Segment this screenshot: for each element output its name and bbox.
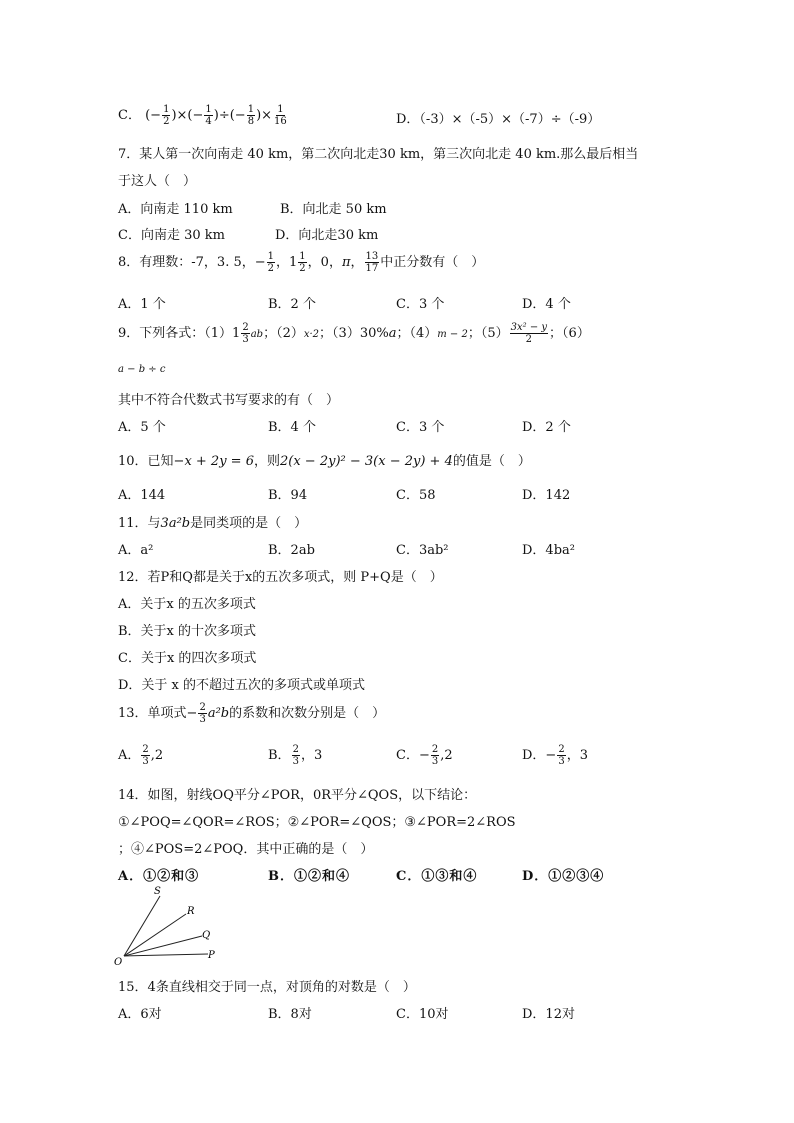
q12-option-d: D．关于 x 的不超过五次的多项式或单项式 <box>118 678 366 693</box>
q9-option-d: D．2 个 <box>522 420 571 435</box>
q14-option-c: C．①③和④ <box>396 869 478 884</box>
fraction: $\frac{2}{3}$ <box>142 744 149 767</box>
q12-option-a: A．关于x 的五次多项式 <box>118 597 256 612</box>
q9-stem-line3: 其中不符合代数式书写要求的有（ ） <box>118 393 340 408</box>
fraction: $\frac{2}{3}$ <box>242 322 249 345</box>
label-q: Q <box>202 930 211 941</box>
q12-option-b: B．关于x 的十次多项式 <box>118 624 257 639</box>
q11-option-b: B．2ab <box>268 543 315 558</box>
fraction: $\frac{1}{8}$ <box>247 104 255 127</box>
q9-stem: 9．下列各式：（1）1 $\frac{2}{3}$ ab；（2）x·2；（3）30%a；（4）m − 2；（5） $\frac{\text{3x² − y}}{2}$ ；（6） <box>118 322 590 345</box>
q11-stem: 11．与3a²b是同类项的是（ ） <box>118 516 308 531</box>
q10-option-a: A．144 <box>118 488 166 503</box>
q8-option-d: D．4 个 <box>522 297 571 312</box>
ray-op <box>124 954 208 956</box>
ray-oq <box>124 936 202 956</box>
fraction: $\frac{2}{3}$ <box>558 744 565 767</box>
q8-stem: 8．有理数：-7，3. 5，− $\frac{1}{2}$ ，1 $\frac{1}{2}$ ，0，π， $\frac{13}{17}$ 中正分数有（ ） <box>118 251 485 274</box>
fraction: $\frac{2}{3}$ <box>431 744 439 767</box>
q7-option-c: C．向南走 30 km <box>118 228 225 243</box>
q11-option-d: D．4ba² <box>522 543 575 558</box>
ray-or <box>124 914 186 956</box>
fraction: $\frac{2}{3}$ <box>199 702 206 725</box>
q14-stem-line2: ①∠POQ=∠QOR=∠ROS；②∠POR=∠QOS；③∠POR=2∠ROS <box>118 815 516 830</box>
q10-option-c: C．58 <box>396 488 436 503</box>
q9-option-a: A．5 个 <box>118 420 166 435</box>
ray-os <box>124 896 160 956</box>
fraction: $\frac{1}{2}$ <box>267 251 275 274</box>
q10-option-d: D．142 <box>522 488 571 503</box>
q8-option-c: C．3 个 <box>396 297 445 312</box>
q8-option-b: B．2 个 <box>268 297 316 312</box>
q14-rays-figure <box>112 884 222 966</box>
fraction: $\frac{1}{2}$ <box>299 251 306 274</box>
label-p: P <box>208 950 215 961</box>
q15-option-c: C．10对 <box>396 1007 449 1022</box>
q6-option-c: C． (− $\frac{1}{2}$ )×(− $\frac{1}{4}$ )÷(− $\frac{1}{8}$ )× $\frac{1}{16}$ <box>118 104 287 127</box>
q13-stem: 13．单项式− $\frac{2}{3}$ a²b的系数和次数分别是（ ） <box>118 702 386 725</box>
label-o: O <box>114 957 123 966</box>
q15-option-b: B．8对 <box>268 1007 312 1022</box>
q7-option-a: A．向南走 110 km <box>118 202 233 217</box>
fraction: $\frac{\text{3x² − y}}{2}$ <box>510 322 548 345</box>
q9-option-b: B．4 个 <box>268 420 316 435</box>
q13-option-a: A． $\frac{2}{3}$ ,2 <box>118 744 164 767</box>
q13-option-c: C．− $\frac{2}{3}$ ,2 <box>396 744 453 767</box>
q14-option-a: A．①②和③ <box>118 869 200 884</box>
fraction: $\frac{2}{3}$ <box>292 744 299 767</box>
q11-option-c: C．3ab² <box>396 543 449 558</box>
q13-option-b: B． $\frac{2}{3}$ ，3 <box>268 744 323 767</box>
q7-stem-line1: 7．某人第一次向南走 40 km，第二次向北走30 km，第三次向北走 40 km.那么最后相当 <box>118 147 639 162</box>
q9-option-c: C．3 个 <box>396 420 445 435</box>
q7-stem-line2: 于这人（ ） <box>118 174 197 189</box>
q15-option-a: A．6对 <box>118 1007 162 1022</box>
q15-option-d: D．12对 <box>522 1007 575 1022</box>
q14-stem-line3: ；④∠POS=2∠POQ．其中正确的是（ ） <box>118 842 374 857</box>
q14-stem-line1: 14．如图，射线OQ平分∠POR，0R平分∠QOS，以下结论： <box>118 788 477 803</box>
q10-option-b: B．94 <box>268 488 308 503</box>
fraction: $\frac{13}{17}$ <box>365 251 379 274</box>
fraction: $\frac{1}{16}$ <box>274 104 287 127</box>
fraction: $\frac{1}{4}$ <box>205 104 212 127</box>
label-r: R <box>187 906 195 917</box>
fraction: $\frac{1}{2}$ <box>163 104 170 127</box>
q9-item6: a − b ÷ c <box>118 364 166 375</box>
label-s: S <box>154 886 161 897</box>
q11-option-a: A．a² <box>118 543 154 558</box>
q12-stem: 12．若P和Q都是关于x的五次多项式，则 P+Q是（ ） <box>118 570 443 585</box>
q13-option-d: D．− $\frac{2}{3}$ ，3 <box>522 744 588 767</box>
q8-option-a: A．1 个 <box>118 297 166 312</box>
q14-option-b: B．①②和④ <box>268 869 350 884</box>
q15-stem: 15．4条直线相交于同一点，对顶角的对数是（ ） <box>118 980 416 995</box>
q14-option-d: D．①②③④ <box>522 869 605 884</box>
q6-option-d: D．（-3）×（-5）×（-7）÷（-9） <box>396 112 601 127</box>
q7-option-b: B．向北走 50 km <box>280 202 387 217</box>
q7-option-d: D．向北走30 km <box>275 228 379 243</box>
q10-stem: 10．已知−x + 2y = 6，则2(x − 2y)² − 3(x − 2y) + 4的值是（ ） <box>118 454 531 469</box>
q12-option-c: C．关于x 的四次多项式 <box>118 651 257 666</box>
